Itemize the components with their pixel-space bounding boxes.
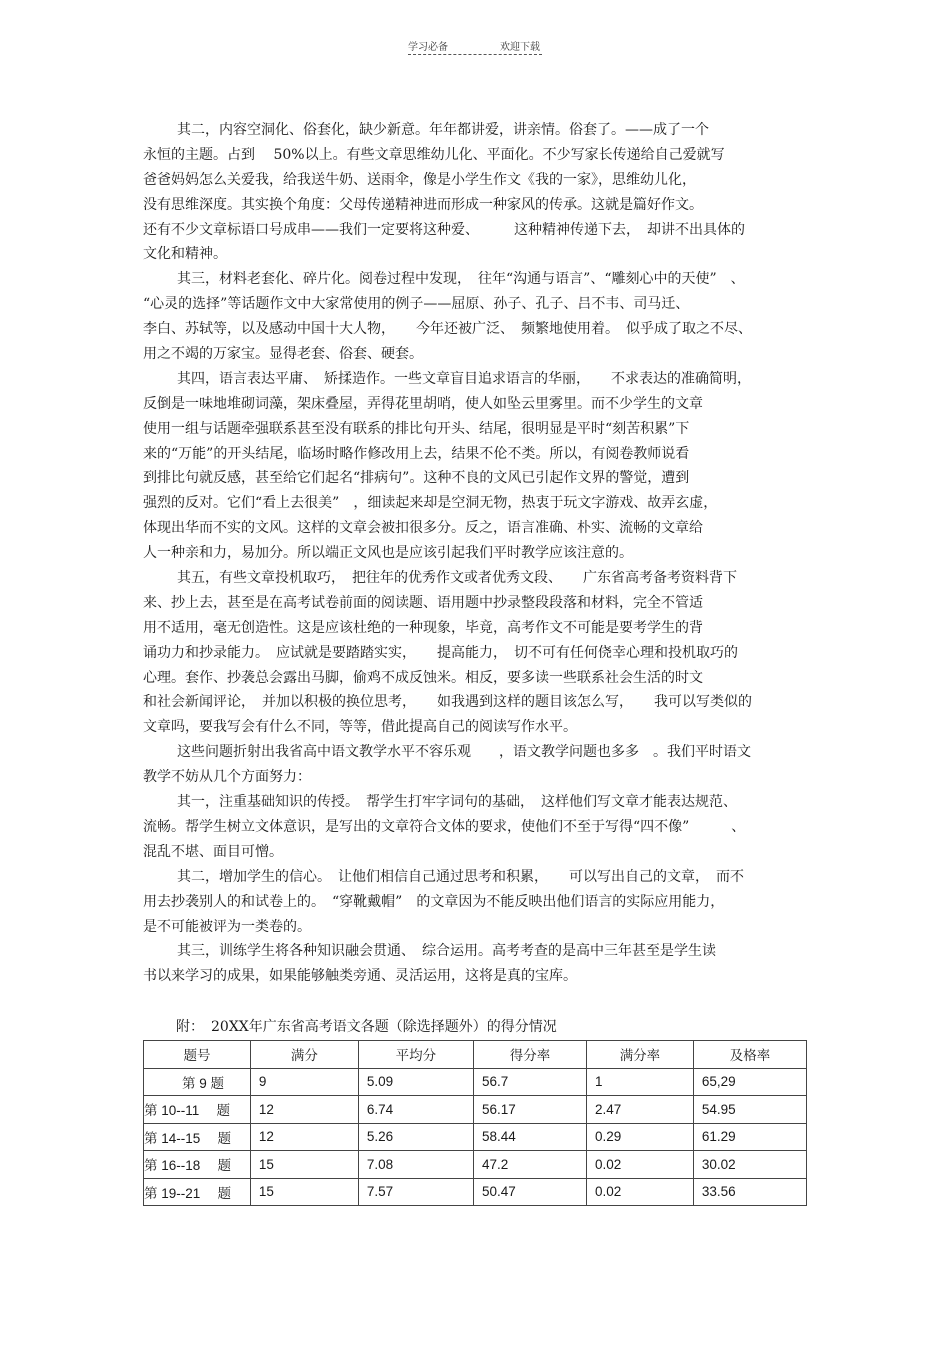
question-number-cell: 第 16--18 题 xyxy=(144,1151,251,1179)
text-line: 反倒是一味地堆砌词藻，架床叠屋，弄得花里胡哨，使人如坠云里雾里。而不少学生的文章 xyxy=(143,395,703,412)
text-line: 其二，增加学生的信心。 让他们相信自己通过思考和积累， 可以写出自己的文章， 而不 xyxy=(177,868,744,885)
text-line: 李白、苏轼等，以及感动中国十大人物， 今年还被广泛、 频繁地使用着。 似乎成了取之不尽、 xyxy=(143,321,752,338)
text-line: 其三，训练学生将各种知识融会贯通、 综合运用。高考考查的是高中三年甚至是学生读 xyxy=(177,943,716,960)
table-cell: 30.02 xyxy=(693,1151,806,1179)
column-header: 题号 xyxy=(144,1041,251,1069)
table-cell: 0.02 xyxy=(586,1178,693,1206)
question-number-cell: 第 14--15 题 xyxy=(144,1123,251,1151)
table-body xyxy=(144,1068,807,1206)
table-cell: 0.02 xyxy=(586,1151,693,1179)
text-line: 来、抄上去，甚至是在高考试卷前面的阅读题、语用题中抄录整段段落和材料，完全不管适 xyxy=(143,594,703,611)
table-row xyxy=(144,1096,807,1124)
text-line: 其五，有些文章投机取巧， 把往年的优秀作文或者优秀文段、 广东省高考备考资料背下 xyxy=(177,570,737,587)
text-line: 其二，内容空洞化、俗套化，缺少新意。年年都讲爱，讲亲情。俗套了。——成了一个 xyxy=(177,122,709,138)
table-cell: 33.56 xyxy=(693,1178,806,1206)
table-header-row xyxy=(144,1041,807,1069)
header-dashed-rule xyxy=(408,54,542,55)
text-line: 使用一组与话题牵强联系甚至没有联系的排比句开头、结尾，很明显是平时“刻苦积累”下 xyxy=(143,420,690,437)
table-cell: 15 xyxy=(250,1151,358,1179)
text-line: 来的“万能”的开头结尾，临场时略作修改用上去，结果不伦不类。所以，有阅卷教师说看 xyxy=(143,445,690,462)
column-header: 及格率 xyxy=(693,1041,806,1069)
table-cell: 56.17 xyxy=(473,1096,586,1124)
question-number-cell: 第 10--11 题 xyxy=(144,1096,251,1124)
table-cell: 12 xyxy=(250,1096,358,1124)
table-cell: 65,29 xyxy=(693,1068,806,1096)
document-body xyxy=(143,118,808,989)
table-cell: 5.26 xyxy=(358,1123,473,1151)
question-number-cell: 第 9 题 xyxy=(144,1068,251,1096)
text-line: 到排比句就反感，甚至给它们起名“排病句”。这种不良的文风已引起作文界的警觉，遭到 xyxy=(143,470,690,487)
text-line: 书以来学习的成果，如果能够触类旁通、灵活运用，这将是真的宝库。 xyxy=(143,968,577,985)
table-cell: 7.57 xyxy=(358,1178,473,1206)
table-cell: 58.44 xyxy=(473,1123,586,1151)
table-cell: 0.29 xyxy=(586,1123,693,1151)
table-cell: 54.95 xyxy=(693,1096,806,1124)
header-right-text: 欢迎下载 xyxy=(500,42,540,53)
table-cell: 61.29 xyxy=(693,1123,806,1151)
text-line: 和社会新闻评论， 并加以积极的换位思考， 如我遇到这样的题目该怎么写， 我可以写类似的 xyxy=(143,694,752,711)
text-line: 文化和精神。 xyxy=(143,246,227,263)
text-line: 其三，材料老套化、碎片化。阅卷过程中发现， 往年“沟通与语言”、“雕刻心中的天使” 、 xyxy=(177,271,745,288)
table-caption: 附： 20XX年广东省高考语文各题（除选择题外）的得分情况 xyxy=(176,1019,557,1035)
column-header: 得分率 xyxy=(473,1041,586,1069)
table-cell: 2.47 xyxy=(586,1096,693,1124)
question-number-cell: 第 19--21 题 xyxy=(144,1178,251,1206)
text-line: 是不可能被评为一类卷的。 xyxy=(143,918,311,935)
text-line: 用去抄袭别人的和试卷上的。 “穿靴戴帽” 的文章因为不能反映出他们语言的实际应用能力， xyxy=(143,893,725,910)
text-line: 体现出华而不实的文风。这样的文章会被扣很多分。反之，语言准确、朴实、流畅的文章给 xyxy=(143,520,703,537)
text-line: 用之不竭的万家宝。显得老套、俗套、硬套。 xyxy=(143,346,423,363)
table-cell: 1 xyxy=(586,1068,693,1096)
table-cell: 56.7 xyxy=(473,1068,586,1096)
table-row xyxy=(144,1123,807,1151)
table-row xyxy=(144,1151,807,1179)
text-line: 还有不少文章标语口号成串——我们一定要将这种爱、 这种精神传递下去， 却讲不出具体的 xyxy=(143,221,745,238)
text-line: 混乱不堪、面目可憎。 xyxy=(143,843,283,860)
text-line: 文章吗，要我写会有什么不同，等等，借此提高自己的阅读写作水平。 xyxy=(143,719,577,736)
table-cell: 9 xyxy=(250,1068,358,1096)
text-line: 人一种亲和力，易加分。所以端正文风也是应该引起我们平时教学应该注意的。 xyxy=(143,545,633,562)
header-left-text: 学习必备 xyxy=(408,42,448,53)
table-row xyxy=(144,1178,807,1206)
text-line: 强烈的反对。它们“看上去很美” ，细读起来却是空洞无物，热衷于玩文字游戏、故弄玄虚， xyxy=(143,495,718,512)
text-line: 用不适用，毫无创造性。这是应该杜绝的一种现象，毕竟，高考作文不可能是要考学生的背 xyxy=(143,619,703,636)
text-line: 其四，语言表达平庸、 矫揉造作。一些文章盲目追求语言的华丽， 不求表达的准确简明， xyxy=(177,370,751,387)
table-cell: 12 xyxy=(250,1123,358,1151)
text-line: 这些问题折射出我省高中语文教学水平不容乐观 ，语文教学问题也多多 。我们平时语文 xyxy=(177,744,751,761)
table-cell: 47.2 xyxy=(473,1151,586,1179)
text-line: 爸爸妈妈怎么关爱我，给我送牛奶、送雨伞，像是小学生作文《我的一家》，思维幼儿化， xyxy=(143,171,696,188)
table-row xyxy=(144,1068,807,1096)
table-cell: 15 xyxy=(250,1178,358,1206)
table-cell: 6.74 xyxy=(358,1096,473,1124)
column-header: 满分率 xyxy=(586,1041,693,1069)
text-line: 心理。套作、抄袭总会露出马脚，偷鸡不成反蚀米。相反，要多读一些联系社会生活的时文 xyxy=(143,669,703,686)
text-line: 永恒的主题。占到 50%以上。有些文章思维幼儿化、平面化。不少写家长传递给自己爱就写 xyxy=(143,146,725,163)
table-cell: 5.09 xyxy=(358,1068,473,1096)
score-table xyxy=(143,1040,807,1206)
text-line: 教学不妨从几个方面努力： xyxy=(143,769,311,786)
text-line: “心灵的选择”等话题作文中大家常使用的例子——屈原、孙子、孔子、吕不韦、司马迁、 xyxy=(143,296,690,313)
column-header: 满分 xyxy=(250,1041,358,1069)
text-line: 其一，注重基础知识的传授。 帮学生打牢字词句的基础， 这样他们写文章才能表达规范、 xyxy=(177,794,737,811)
table-cell: 50.47 xyxy=(473,1178,586,1206)
text-line: 没有思维深度。其实换个角度：父母传递精神进而形成一种家风的传承。这就是篇好作文。 xyxy=(143,196,703,213)
text-line: 诵功力和抄录能力。 应试就是要踏踏实实， 提高能力， 切不可有任何侥幸心理和投机取巧的 xyxy=(143,644,738,661)
text-line: 流畅。帮学生树立文体意识，是写出的文章符合文体的要求，使他们不至于写得“四不像” 、 xyxy=(143,818,746,835)
column-header: 平均分 xyxy=(358,1041,473,1069)
table-cell: 7.08 xyxy=(358,1151,473,1179)
